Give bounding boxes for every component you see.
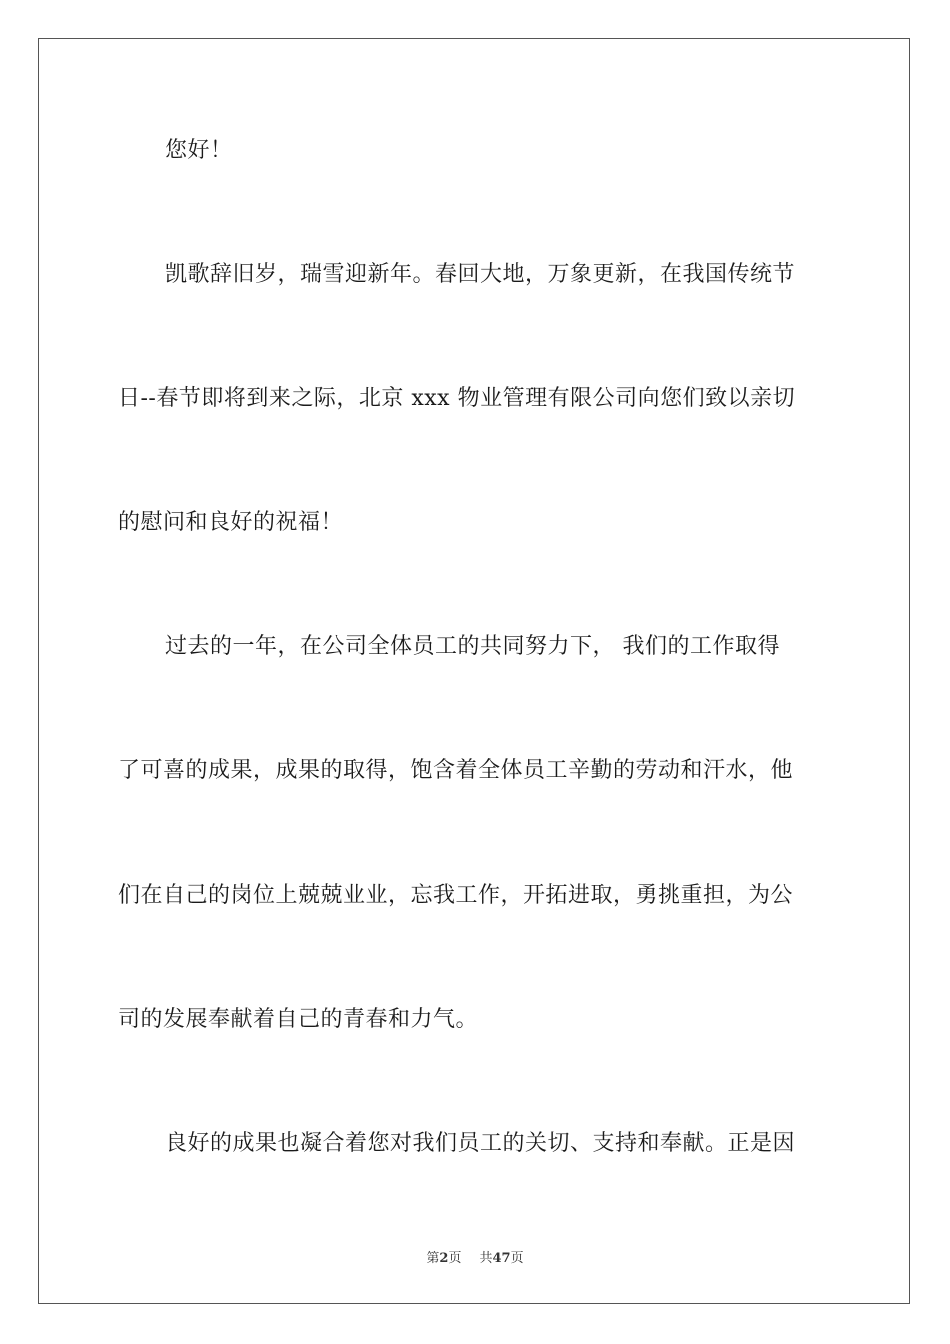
footer-total-suffix: 页 [510,1251,524,1266]
page-footer [0,1247,950,1266]
paragraph-2-line-1: 过去的一年，在公司全体员工的共同努力下， 我们的工作取得 [165,634,780,659]
greeting-line: 您好！ [165,138,233,163]
footer-total-prefix: 共 [479,1251,493,1266]
paragraph-2-line-4: 司的发展奉献着自己的青春和力气。 [118,1007,479,1032]
paragraph-1-line-3: 的慰问和良好的祝福！ [118,510,344,535]
paragraph-3-line-1: 良好的成果也凝合着您对我们员工的关切、支持和奉献。正是因 [165,1131,796,1156]
current-page-number: 2 [439,1251,449,1266]
paragraph-2-line-3: 们在自己的岗位上兢兢业业，忘我工作，开拓进取，勇挑重担，为公 [118,883,794,908]
footer-page-suffix: 页 [448,1251,462,1266]
total-page-count: 47 [492,1251,511,1266]
paragraph-2-line-2: 了可喜的成果，成果的取得，饱含着全体员工辛勤的劳动和汗水，他 [118,758,794,783]
paragraph-1-line-2: 日--春节即将到来之际，北京 xxx 物业管理有限公司向您们致以亲切 [118,386,796,411]
page-border [38,38,910,1304]
paragraph-1-line-1: 凯歌辞旧岁，瑞雪迎新年。春回大地，万象更新，在我国传统节 [165,262,796,287]
footer-prefix: 第 [426,1251,440,1266]
